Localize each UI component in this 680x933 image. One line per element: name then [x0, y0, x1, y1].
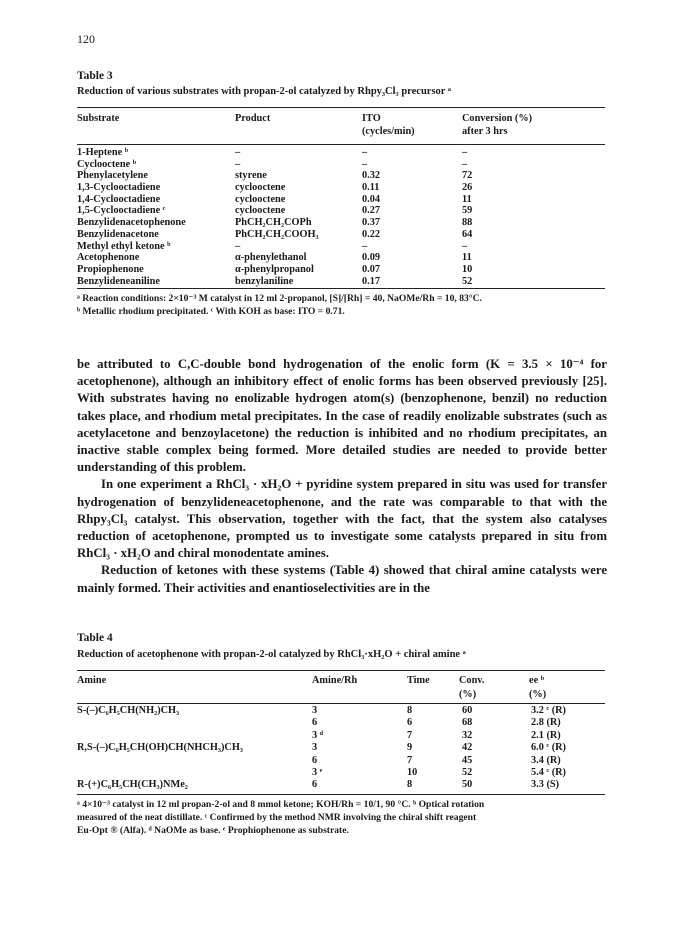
table-row — [77, 264, 605, 276]
cell-substrate: Propiophenone — [77, 263, 144, 275]
cell-ito: – — [362, 147, 368, 158]
table-row — [77, 241, 605, 253]
cell-product: – — [235, 158, 241, 170]
cell-ito: 0.04 — [362, 193, 381, 205]
cell-ee: 6.0 ᶜ (R) — [531, 742, 566, 754]
header-conv: Conv. — [459, 675, 485, 686]
cell-ee: 3.2 ᶜ (R) — [531, 705, 566, 716]
page-number: 120 — [77, 32, 95, 46]
header-conv-unit: (%) — [459, 689, 477, 700]
header-product: Product — [235, 113, 271, 124]
cell-product: α-phenylpropanol — [235, 263, 314, 275]
cell-conversion: – — [462, 158, 468, 170]
table3-bottom-rule — [77, 288, 605, 289]
table-row — [77, 767, 605, 779]
cell-substrate: Benzylideneaniline — [77, 275, 160, 287]
cell-amine-rh: 3 — [312, 742, 318, 754]
header-conversion-sub: after 3 hrs — [462, 126, 508, 137]
cell-product: cyclooctene — [235, 205, 286, 217]
cell-ito: 0.09 — [362, 252, 381, 264]
cell-product: PhCH₂CH₂COOH₃ — [235, 228, 319, 240]
cell-time: 8 — [407, 779, 413, 791]
paragraph-3: Reduction of ketones with these systems (Table 4) showed that chiral amine catalysts were mainly formed. Their activities and enantioselectivities are in the — [77, 563, 607, 595]
cell-ee: 5.4 ᶜ (R) — [531, 766, 566, 778]
cell-conversion: – — [462, 147, 468, 158]
cell-conversion: 72 — [462, 170, 473, 182]
table3-footnote-a: ᵃ Reaction conditions: 2×10⁻³ M catalyst in 12 ml 2-propanol, [S]/[Rh] = 40, NaOMe/Rh = 10, 83°C. — [77, 293, 482, 304]
cell-conversion: – — [462, 240, 468, 252]
table-row — [77, 717, 605, 729]
table4-caption: Reduction of acetophenone with propan-2-ol catalyzed by RhCl₃·xH₂O + chiral amine ᵃ — [77, 649, 466, 660]
cell-product: – — [235, 147, 241, 158]
cell-ee: 2.8 (R) — [531, 717, 561, 729]
cell-ito: 0.17 — [362, 275, 381, 287]
cell-time: 8 — [407, 705, 413, 716]
table4-footnote-1: ᵃ 4×10⁻³ catalyst in 12 ml propan-2-ol and 8 mmol ketone; KOH/Rh = 10/1, 90 °C. ᵇ Optical rotation — [77, 799, 485, 810]
cell-ee: 2.1 (R) — [531, 729, 561, 741]
header-amine: Amine — [77, 675, 107, 686]
table3 — [77, 113, 605, 287]
cell-ito: – — [362, 240, 368, 252]
cell-product: styrene — [235, 170, 267, 182]
cell-ee: 3.3 (S) — [531, 779, 560, 791]
cell-time: 9 — [407, 742, 413, 754]
cell-amine: R-(+)C₆H₅CH(CH₃)NMe₂ — [77, 779, 188, 791]
table4-label: Table 4 — [77, 632, 113, 644]
cell-conv: 45 — [462, 754, 473, 766]
cell-conversion: 26 — [462, 182, 473, 194]
cell-conv: 42 — [462, 742, 473, 754]
cell-product: cyclooctene — [235, 182, 286, 194]
cell-time: 7 — [407, 729, 413, 741]
header-time: Time — [407, 675, 430, 686]
header-ee: ee ᵇ — [529, 675, 545, 686]
cell-substrate: 1,4-Cyclooctadiene — [77, 193, 161, 205]
cell-substrate: Acetophenone — [77, 252, 140, 264]
table4 — [77, 675, 605, 792]
cell-ito: 0.32 — [362, 170, 381, 182]
cell-amine-rh: 6 — [312, 754, 318, 766]
cell-amine-rh: 3 ᵈ — [312, 729, 324, 741]
table-row — [77, 217, 605, 229]
table-row — [77, 205, 605, 217]
table-row — [77, 730, 605, 742]
cell-product: α-phenylethanol — [235, 252, 307, 264]
cell-amine: S-(–)C₆H₅CH(NH₂)CH₃ — [77, 705, 180, 716]
table-row — [77, 705, 605, 717]
table-row — [77, 159, 605, 171]
cell-time: 10 — [407, 766, 418, 778]
cell-conversion: 11 — [462, 252, 472, 264]
cell-substrate: Cyclooctene ᵇ — [77, 158, 137, 170]
table4-bottom-rule — [77, 794, 605, 795]
cell-amine-rh: 3 — [312, 705, 318, 716]
cell-substrate: Phenylacetylene — [77, 170, 148, 182]
table3-body — [77, 147, 605, 287]
table3-header — [77, 113, 605, 147]
cell-conversion: 59 — [462, 205, 473, 217]
cell-ito: 0.37 — [362, 217, 381, 229]
cell-ee: 3.4 (R) — [531, 754, 561, 766]
header-ito-unit: (cycles/min) — [362, 126, 415, 137]
cell-conversion: 88 — [462, 217, 473, 229]
table-row — [77, 779, 605, 791]
table4-header — [77, 675, 605, 705]
table-row — [77, 755, 605, 767]
cell-ito: – — [362, 158, 368, 170]
table-row — [77, 194, 605, 206]
header-ee-unit: (%) — [529, 689, 547, 700]
cell-substrate: 1,5-Cyclooctadiene ᶜ — [77, 205, 166, 217]
cell-product: cyclooctene — [235, 193, 286, 205]
cell-substrate: Benzylidenacetophenone — [77, 217, 186, 229]
cell-substrate: Methyl ethyl ketone ᵇ — [77, 240, 171, 252]
cell-conv: 32 — [462, 729, 473, 741]
table3-footnote-bc: ᵇ Metallic rhodium precipitated. ᶜ With KOH as base: ITO = 0.71. — [77, 306, 345, 317]
cell-conv: 52 — [462, 766, 473, 778]
table3-label: Table 3 — [77, 70, 113, 82]
cell-ito: 0.27 — [362, 205, 381, 217]
table4-body — [77, 705, 605, 792]
cell-ito: 0.22 — [362, 228, 381, 240]
cell-time: 6 — [407, 717, 413, 729]
cell-product: – — [235, 240, 241, 252]
header-ito: ITO — [362, 113, 381, 124]
table-row — [77, 170, 605, 182]
cell-conversion: 52 — [462, 275, 473, 287]
cell-substrate: 1,3-Cyclooctadiene — [77, 182, 161, 194]
table3-top-rule — [77, 107, 605, 108]
table-row — [77, 276, 605, 288]
cell-product: benzylaniline — [235, 275, 294, 287]
cell-amine-rh: 6 — [312, 717, 318, 729]
cell-conversion: 64 — [462, 228, 473, 240]
cell-amine-rh: 3 ᵉ — [312, 766, 323, 778]
table-row — [77, 252, 605, 264]
header-amine-rh: Amine/Rh — [312, 675, 358, 686]
table-row — [77, 742, 605, 754]
cell-conv: 50 — [462, 779, 473, 791]
table-row — [77, 147, 605, 159]
header-conversion: Conversion (%) — [462, 113, 533, 124]
cell-ito: 0.07 — [362, 263, 381, 275]
cell-amine: R,S-(–)C₆H₅CH(OH)CH(NHCH₃)CH₃ — [77, 742, 243, 754]
cell-conv: 60 — [462, 705, 473, 716]
cell-conversion: 11 — [462, 193, 472, 205]
body-text — [77, 356, 607, 597]
table4-top-rule — [77, 670, 605, 671]
cell-ito: 0.11 — [362, 182, 380, 194]
table4-footnote-2: measured of the neat distillate. ᶜ Confirmed by the method NMR involving the chiral shift reagent — [77, 812, 477, 823]
cell-time: 7 — [407, 754, 413, 766]
cell-substrate: 1-Heptene ᵇ — [77, 147, 129, 158]
cell-amine-rh: 6 — [312, 779, 318, 791]
paragraph-2: In one experiment a RhCl₃ · xH₂O + pyridine system prepared in situ was used for transfer hydrogenation of benzylideneacetophenone, and the rate was comparable to that with the Rhpy₃Cl₃ catalyst. This observation, together with the fact, that the system also catalyses reduction of acetophenone, prompted us to investigate some catalysts prepared in situ from RhCl₃ · xH₂O and chiral monodentate amines. — [77, 477, 607, 561]
table-row — [77, 229, 605, 241]
table3-caption: Reduction of various substrates with propan-2-ol catalyzed by Rhpy₃Cl₃ precursor ᵃ — [77, 86, 451, 97]
cell-product: PhCH₂CH₂COPh — [235, 217, 312, 229]
cell-conv: 68 — [462, 717, 473, 729]
cell-conversion: 10 — [462, 263, 473, 275]
table-row — [77, 182, 605, 194]
header-substrate: Substrate — [77, 113, 120, 124]
table4-footnote-3: Eu-Opt ® (Alfa). ᵈ NaOMe as base. ᵉ Prophiophenone as substrate. — [77, 825, 349, 836]
paragraph-1: be attributed to C,C-double bond hydrogenation of the enolic form (K = 3.5 × 10⁻⁴ for acetophenone), although an inhibitory effect of enolic forms has been observed previously [25]. With substrates having no enolizable hydrogen atom(s) (benzophenone, benzil) no reduction takes place, and rhodium metal precipitates. In the case of readily enolizable substrates (such as acetylacetone and benzoylacetone) the reduction is inhibited and no rhodium precipitates, an inactive stable complex being formed. More detailed studies are needed to provide better understanding of this problem. — [77, 357, 607, 475]
cell-substrate: Benzylidenacetone — [77, 228, 159, 240]
